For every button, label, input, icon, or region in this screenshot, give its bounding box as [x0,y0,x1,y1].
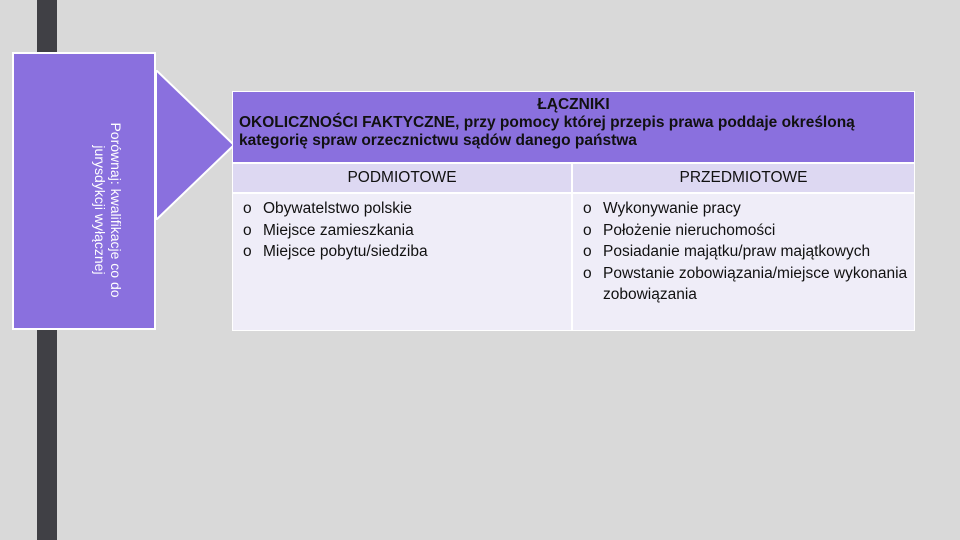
list-item: o Posiadanie majątku/praw majątkowych [573,241,914,263]
column-header-subjective: PODMIOTOWE [233,164,573,194]
list-item: o Obywatelstwo polskie [233,198,571,220]
right-arrow-icon [156,70,236,220]
column-header-objective: PRZEDMIOTOWE [573,164,914,194]
side-panel-text: Porównaj: kwalifikacje co do jurysdykcji wyłącznej [92,122,124,298]
list-item: o Miejsce zamieszkania [233,220,571,242]
list-item: o Wykonywanie pracy [573,198,914,220]
list-item: o Miejsce pobytu/siedziba [233,241,571,263]
column-body-subjective [233,194,573,330]
table-title: ŁĄCZNIKI [537,96,610,113]
connectors-table [232,91,915,331]
list-item: o Powstanie zobowiązania/miejsce wykonania zobowiązania [573,263,914,306]
table-subtitle: OKOLICZNOŚCI FAKTYCZNE, przy pomocy której przepis prawa poddaje określoną kategorię spraw orzecznictwu sądów danego państwa [239,114,855,149]
table-header [233,92,914,164]
list-item: o Położenie nieruchomości [573,220,914,242]
column-body-objective [573,194,914,330]
